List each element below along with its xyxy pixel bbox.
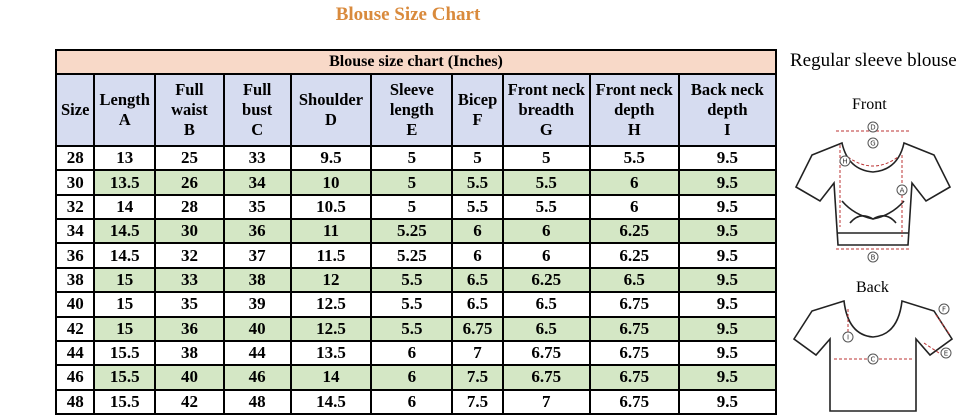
table-header-row: [56, 74, 776, 146]
column-header-3: [224, 74, 291, 146]
size-cell: 34: [56, 219, 94, 243]
measurement-cell: 38: [155, 341, 224, 365]
table-row: [56, 341, 776, 365]
measurement-cell: 6: [371, 365, 452, 389]
column-header-text: F: [472, 110, 483, 129]
size-cell: 48: [56, 390, 94, 414]
column-header-8: [590, 74, 679, 146]
marker-i: [843, 332, 853, 342]
column-header-text: C: [251, 120, 264, 139]
size-cell: 30: [56, 170, 94, 194]
table-row: [56, 268, 776, 292]
table-row: [56, 390, 776, 414]
table-row: [56, 146, 776, 170]
size-cell: 40: [56, 292, 94, 316]
svg-text:A: A: [899, 186, 905, 195]
column-header-text: Shoulder: [298, 90, 364, 109]
marker-g: [868, 138, 878, 148]
measurement-cell: 6.5: [503, 317, 590, 341]
column-header-5: [371, 74, 452, 146]
column-header-text: G: [539, 120, 553, 139]
measurement-cell: 26: [155, 170, 224, 194]
measurement-cell: 6: [371, 390, 452, 414]
measurement-cell: 11.5: [291, 243, 372, 267]
measurement-cell: 9.5: [679, 341, 776, 365]
size-cell: 46: [56, 365, 94, 389]
column-header-text: Front neck: [595, 80, 673, 99]
size-cell: 32: [56, 195, 94, 219]
column-header-text: depth: [614, 100, 655, 119]
measurement-cell: 9.5: [679, 390, 776, 414]
measurement-cell: 6: [590, 195, 679, 219]
table-body: [56, 146, 776, 414]
marker-d: [868, 122, 878, 132]
svg-text:F: F: [941, 305, 947, 314]
column-header-text: E: [406, 120, 418, 139]
back-blouse-diagram: [790, 295, 970, 420]
measurement-cell: 12: [291, 268, 372, 292]
measurement-cell: 33: [224, 146, 291, 170]
measurement-cell: 13: [94, 146, 155, 170]
size-cell: 44: [56, 341, 94, 365]
page-title: Blouse Size Chart: [335, 4, 481, 25]
table-row: [56, 292, 776, 316]
column-header-text: Front neck: [507, 80, 585, 99]
column-header-4: [291, 74, 372, 146]
measurement-cell: 39: [224, 292, 291, 316]
measurement-cell: 6: [452, 243, 503, 267]
measurement-cell: 5.25: [371, 219, 452, 243]
measurement-cell: 6.25: [503, 268, 590, 292]
measurement-cell: 37: [224, 243, 291, 267]
measurement-cell: 15.5: [94, 365, 155, 389]
measurement-cell: 30: [155, 219, 224, 243]
measurement-cell: 33: [155, 268, 224, 292]
measurement-cell: 9.5: [679, 146, 776, 170]
marker-c: [868, 354, 878, 364]
measurement-cell: 6.75: [452, 317, 503, 341]
measurement-cell: 15: [94, 292, 155, 316]
measurement-cell: 5.25: [371, 243, 452, 267]
measurement-cell: 6.75: [503, 365, 590, 389]
measurement-cell: 6.5: [452, 292, 503, 316]
measurement-cell: 9.5: [679, 317, 776, 341]
column-header-6: [452, 74, 503, 146]
measurement-cell: 9.5: [291, 146, 372, 170]
column-header-text: I: [724, 120, 731, 139]
marker-a: [897, 185, 907, 195]
measurement-cell: 32: [155, 243, 224, 267]
measurement-cell: 5.5: [452, 195, 503, 219]
front-blouse-diagram: [790, 115, 970, 275]
measurement-cell: 13.5: [94, 170, 155, 194]
measurement-cell: 14.5: [291, 390, 372, 414]
column-header-text: Sleeve: [389, 80, 434, 99]
measurement-cell: 14.5: [94, 243, 155, 267]
measurement-cell: 9.5: [679, 170, 776, 194]
measurement-cell: 7: [503, 390, 590, 414]
measurement-cell: 35: [155, 292, 224, 316]
measurement-cell: 14.5: [94, 219, 155, 243]
measurement-cell: 40: [155, 365, 224, 389]
measurement-cell: 12.5: [291, 292, 372, 316]
measurement-cell: 6: [452, 219, 503, 243]
measurement-cell: 36: [155, 317, 224, 341]
svg-text:I: I: [846, 333, 850, 342]
measurement-cell: 9.5: [679, 243, 776, 267]
table-row: [56, 170, 776, 194]
measurement-cell: 9.5: [679, 292, 776, 316]
marker-f: [939, 304, 949, 314]
measurement-cell: 5.5: [371, 292, 452, 316]
column-header-text: Back neck: [690, 80, 764, 99]
marker-e: [941, 348, 951, 358]
measurement-cell: 36: [224, 219, 291, 243]
measurement-cell: 9.5: [679, 219, 776, 243]
marker-b: [868, 252, 878, 262]
measurement-cell: 6.75: [590, 365, 679, 389]
measurement-cell: 42: [155, 390, 224, 414]
table-row: [56, 219, 776, 243]
column-header-text: A: [118, 110, 131, 129]
column-header-text: Length: [99, 90, 150, 109]
measurement-cell: 6.75: [590, 317, 679, 341]
measurement-cell: 5.5: [590, 146, 679, 170]
measurement-cell: 14: [291, 365, 372, 389]
measurement-cell: 6: [503, 243, 590, 267]
column-header-7: [503, 74, 590, 146]
measurement-cell: 25: [155, 146, 224, 170]
measurement-cell: 15: [94, 317, 155, 341]
measurement-cell: 48: [224, 390, 291, 414]
measurement-cell: 6.5: [503, 292, 590, 316]
measurement-cell: 5: [452, 146, 503, 170]
measurement-cell: 38: [224, 268, 291, 292]
measurement-cell: 5.5: [503, 170, 590, 194]
measurement-cell: 7.5: [452, 365, 503, 389]
column-header-text: Bicep: [457, 90, 498, 109]
svg-text:E: E: [943, 349, 949, 358]
measurement-cell: 7.5: [452, 390, 503, 414]
measurement-cell: 6.5: [452, 268, 503, 292]
measurement-cell: 5: [371, 170, 452, 194]
measurement-cell: 6.75: [590, 390, 679, 414]
measurement-cell: 5.5: [452, 170, 503, 194]
marker-h: [840, 156, 850, 166]
measurement-cell: 5: [371, 195, 452, 219]
measurement-cell: 6: [503, 219, 590, 243]
measurement-cell: 10.5: [291, 195, 372, 219]
measurement-cell: 6.75: [590, 341, 679, 365]
measurement-cell: 35: [224, 195, 291, 219]
measurement-cell: 34: [224, 170, 291, 194]
table-row: [56, 317, 776, 341]
measurement-cell: 6.25: [590, 219, 679, 243]
measurement-cell: 9.5: [679, 268, 776, 292]
measurement-cell: 5.5: [503, 195, 590, 219]
back-label: Back: [856, 279, 889, 296]
column-header-text: B: [183, 120, 195, 139]
measurement-cell: 5.5: [371, 268, 452, 292]
measurement-cell: 7: [452, 341, 503, 365]
table-banner: Blouse size chart (Inches): [56, 50, 776, 74]
measurement-cell: 15: [94, 268, 155, 292]
column-header-text: breadth: [518, 100, 575, 119]
measurement-cell: 6.75: [590, 292, 679, 316]
measurement-cell: 5: [503, 146, 590, 170]
column-header-9: [679, 74, 776, 146]
measurement-cell: 10: [291, 170, 372, 194]
column-header-text: H: [627, 120, 641, 139]
measurement-cell: 6.75: [503, 341, 590, 365]
svg-text:G: G: [870, 139, 876, 148]
column-header-text: waist: [171, 100, 208, 119]
table-banner-row: [56, 50, 776, 74]
column-header-text: D: [325, 110, 337, 129]
measurement-cell: 9.5: [679, 195, 776, 219]
front-label: Front: [852, 96, 887, 113]
table-row: [56, 243, 776, 267]
svg-text:D: D: [870, 123, 876, 132]
measurement-cell: 6: [590, 170, 679, 194]
measurement-cell: 28: [155, 195, 224, 219]
measurement-cell: 13.5: [291, 341, 372, 365]
measurement-cell: 40: [224, 317, 291, 341]
diagram-title: Regular sleeve blouse: [790, 50, 957, 71]
column-header-1: [94, 74, 155, 146]
size-cell: 36: [56, 243, 94, 267]
column-header-text: length: [389, 100, 434, 119]
measurement-cell: 12.5: [291, 317, 372, 341]
measurement-cell: 5: [371, 146, 452, 170]
measurement-cell: 15.5: [94, 390, 155, 414]
column-header-0: [56, 74, 94, 146]
size-chart-table: [55, 49, 777, 415]
column-header-2: [155, 74, 224, 146]
table-row: [56, 195, 776, 219]
measurement-cell: 6.5: [590, 268, 679, 292]
measurement-cell: 46: [224, 365, 291, 389]
measurement-cell: 15.5: [94, 341, 155, 365]
column-header-text: Full: [242, 80, 272, 99]
size-cell: 38: [56, 268, 94, 292]
column-header-text: depth: [707, 100, 748, 119]
column-header-text: Size: [60, 100, 90, 119]
svg-text:B: B: [870, 253, 876, 262]
column-header-text: Full: [175, 80, 204, 99]
measurement-cell: 44: [224, 341, 291, 365]
column-header-text: bust: [242, 100, 273, 119]
size-cell: 28: [56, 146, 94, 170]
size-cell: 42: [56, 317, 94, 341]
measurement-cell: 5.5: [371, 317, 452, 341]
measurement-cell: 6.25: [590, 243, 679, 267]
measurement-cell: 6: [371, 341, 452, 365]
measurement-cell: 14: [94, 195, 155, 219]
svg-text:H: H: [842, 157, 848, 166]
table-row: [56, 365, 776, 389]
measurement-cell: 11: [291, 219, 372, 243]
measurement-cell: 9.5: [679, 365, 776, 389]
svg-text:C: C: [870, 355, 876, 364]
